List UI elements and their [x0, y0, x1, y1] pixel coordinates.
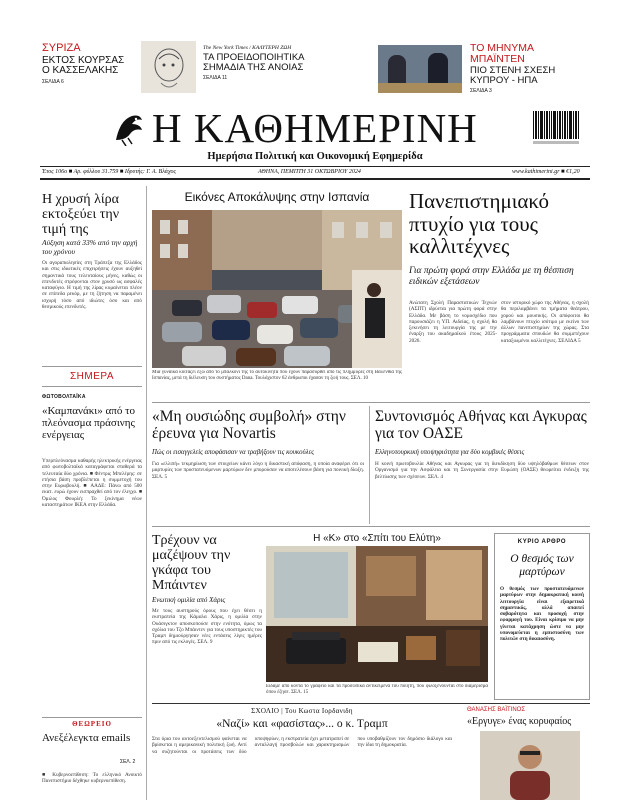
briefs-text: Υπερπλεόνασμα καθαρής ηλεκτρικής ενέργειας από φωτοβολταϊκά καταγράφεται σταθερά τα τελευταία δύο χρόνια. ■ Φέντρις Μπελέρης: σε ετήσια βάση προβλέπεται η συμμετοχή του στην Ευρωβουλή. ■ ΑΑΔΕ: Πάνω από 500 εκατ. ευρώ έχουν εισπραχθεί από τον έλεγχο. ■ Όμιλος Φουρλή: Το ξεκίνημα νέων καταστημάτων ΙΚΕΑ στην Ελλάδα. — [42, 458, 142, 509]
divider — [152, 703, 590, 704]
masthead-subtitle: Ημερήσια Πολιτική και Οικονομική Εφημερίδα — [207, 151, 423, 162]
page-ref: ΣΕΛ. 2 — [120, 759, 136, 765]
univ-headline[interactable]: Πανεπιστημιακό πτυχίο για τους καλλιτέχνες — [409, 189, 550, 259]
barcode — [531, 109, 581, 147]
vaitinos-kicker: ΘΑΝΑΣΗΣ ΒΑΪΤΙΝΟΣ — [467, 707, 526, 713]
teaser-biden-page: ΣΕΛΙΔΑ 3 — [470, 87, 492, 94]
masthead-info-right: www.kathimerini.gr ■ €1,20 — [512, 169, 580, 175]
spain-caption: Μια γυναίκα κοιτάζει έξω από το μπαλκόνι της το αυτοκίνητα που έχουν παρασυρθεί από τις πλημμύρες στη Βαλένθια της Ισπανίας, μετά τη διέλευση του συστήματος Dana. Τουλάχιστον 62 άνθρωποι έχασαν τη ζωή τους. ΣΕΛ. 10 — [152, 370, 402, 382]
masthead-title: Η ΚΑΘΗΜΕΡΙΝΗ — [152, 105, 478, 151]
teaser-nyt[interactable] — [203, 45, 323, 81]
teaser-nyt-sub: ΤΑ ΠΡΟΕΙΔΟΠΟΙΗΤΙΚΑ ΣΗΜΑΔΙΑ ΤΗΣ ΑΝΟΙΑΣ — [203, 52, 305, 73]
teaser-syriza-page: ΣΕΛΙΔΑ 6 — [42, 78, 64, 85]
biden-subhead: Ενωτική ομιλία από Χάρις — [152, 596, 226, 604]
masthead-rule-bottom — [40, 178, 590, 180]
spain-flood-photo — [152, 210, 402, 368]
comment-text: Στα όρια του αυτοεξευτελισμού φαίνεται να βρίσκεται η αμερικανική πολιτική ζωή. Αντί να συζητούνται οι προτάσεις των δύο υποψηφίων, η εκστρατεία έχει μετατραπεί σε ανταλλαγή προσβολών και χαρακτηρισμών που υποβαθμίζουν τον δημόσιο διάλογο και την ίδια τη δημοκρατία. — [152, 736, 452, 755]
divider — [152, 402, 590, 403]
teaser-nyt-kicker: The New York Times / ΚΑΛΥΤΕΡΗ ΖΩΗ — [203, 45, 292, 51]
editorial-kicker: ΚΥΡΙΟ ΑΡΘΡΟ — [517, 539, 567, 545]
column-rule — [146, 186, 147, 800]
novartis-headline[interactable]: «Μη ουσιώδης συμβολή» στην έρευνα για Novartis — [152, 408, 346, 443]
kampanaki-headline[interactable]: «Καμπανάκι» από το πλεόνασμα πράσινης ενέργειας — [42, 405, 135, 442]
biden-text: Με τους αυστηρούς όρους που έχει θέσει η εκστρατεία της Κάμαλα Χάρις, η ομιλία στην Ουάσιγκτον αποσκοπούσε στην ενότητα, όμως τα σχόλια του Τζο Μπάιντεν για τους υποστηρικτές του Τραμπ δημιούργησαν νέες εντάσεις λίγες ημέρες πριν από τις εκλογές. ΣΕΛ. 9 — [152, 608, 262, 646]
teaser-biden-photo — [378, 45, 462, 93]
univ-subhead: Για πρώτη φορά στην Ελλάδα με τη θέσπιση ειδικών εξετάσεων — [409, 266, 574, 288]
univ-text-2: στον ιστορικό χώρο της Αθήνας, η σχολή θα περιλαμβάνει τα τμήματα θεάτρου, χορού και μουσικής. Οι απόφοιτοι θα λαμβάνουν πτυχίο ισότιμο με εκείνο των άλλων πανεπιστημίων της χώρας. Στα προγράμματα σπουδών θα συμμετέχουν καταξιωμένοι καλλιτέχνες. ΣΕΛΙΔΑ 5 — [501, 300, 589, 344]
masthead-rule-top — [40, 166, 590, 167]
editorial-text: Ο θεσμός των προστατευόμενων μαρτύρων στην δημοκρατική κοινή λειτουργία είναι εξαιρετικά σημαντικός, αλλά απαιτεί σοβαρότητα και προσοχή στην εφαρμογή του. Είναι κρίσιμο να μην γίνεται κατάχρηση ώστε να μην υπονομεύεται η εμπιστοσύνη των πολιτών στη δικαιοσύνη. — [500, 586, 584, 643]
spain-header: Εικόνες Αποκάλυψης στην Ισπανία — [184, 190, 370, 204]
simera-label: ΣΗΜΕΡΑ — [69, 371, 114, 382]
oase-headline[interactable]: Συντονισμός Αθήνας και Αγκυρας για τον ΟΑΣΕ — [375, 408, 587, 443]
elytis-header: Η «Κ» στο «Σπίτι του Ελύτη» — [313, 533, 441, 544]
theorio-label: ΘΕΩΡΕΙΟ — [42, 717, 142, 728]
divider — [42, 366, 142, 367]
masthead-logo-icon — [112, 110, 146, 146]
anexelegkta-headline[interactable]: Ανεξέλεγκτα emails — [42, 732, 131, 744]
novartis-subhead: Πώς οι εισαγγελείς αποφάσισαν να τραβήξουν τις κουκούλες — [152, 449, 315, 456]
foto-label: ΦΩΤΟΒΟΛΤΑΪΚΑ — [42, 394, 86, 400]
oase-subhead: Ελληνοτουρκική υποψηφιότητα για δύο κομβικές θέσεις — [375, 449, 525, 456]
kyvern-text: ■ Κυβερνοεπίθεση: Το ελληνικό Ανοικτό Πανεπιστήμιο δέχθηκε κυβερνοεπίθεση. — [42, 772, 142, 785]
comment-bar: ΣΧΟΛΙΟ | Του Κωστα Ιορδανιδη — [251, 707, 353, 715]
vaitinos-photo — [480, 731, 580, 800]
lira-text: Οι αγοραπωλησίες στη Τράπεζα της Ελλάδος και στις ιδιωτικές επιχειρήσεις έχουν αυξηθεί σημαντικά τους τελευταίους μήνες, καθώς οι επενδυτές στρέφονται στον χρυσό ως ασφαλές καταφύγιο. Η τιμή της λίρας κυμαίνεται πλέον σε επίπεδα ρεκόρ, με τη ζήτηση να παραμένει ισχυρή τόσο από ιδιώτες όσο και από θεσμικούς επενδυτές. — [42, 260, 142, 311]
lira-subhead: Αύξηση κατά 33% από την αρχή του χρόνου — [42, 238, 138, 256]
teaser-biden-title: ΤΟ ΜΗΝΥΜΑ ΜΠΑΪΝΤΕΝ — [470, 42, 534, 66]
univ-text-1: Ανώτατη Σχολή Παραστατικών Τεχνών (ΑΣΠΤ) ιδρύεται για πρώτη φορά στην Ελλάδα. Με βάση το νομοσχέδιο που παρουσιάζει η ΥΠ. Αιδείας, η σχολή θα ξεκινήσει τη λειτουργία της με την έναρξη του ακαδημαϊκού έτους 2025-2026. — [409, 300, 497, 344]
divider — [42, 386, 142, 387]
oase-text: Η κοινή πρωτοβουλία Αθήνας και Αγκυρας για τη διεκδίκηση δύο υψηλόβαθμων θέσεων στον Οργανισμό για την Ασφάλεια και τη Συνεργασία στην Ευρώπη (ΟΑΣΕ) θεωρείται ένδειξη της βελτίωσης των σχέσεων. ΣΕΛ. 4 — [375, 461, 589, 480]
vaitinos-headline[interactable]: «Εργυγε» ένας κορυφαίος — [467, 716, 572, 727]
masthead-info-left: Έτος 106ο ■ Αρ. φύλλου 31.759 ■ Ιδρυτής: Γ. Α. Βλάχος — [42, 169, 176, 175]
teaser-sketch-illustration — [141, 41, 196, 93]
comment-headline[interactable]: «Ναζί» και «φασίστας»... ο κ. Τραμπ — [216, 718, 388, 730]
teaser-biden-sub: ΠΙΟ ΣΤΕΝΗ ΣΧΕΣΗ ΚΥΠΡΟΥ - ΗΠΑ — [470, 65, 556, 86]
elytis-photo — [266, 546, 488, 682]
lira-headline[interactable]: Η χρυσή λίρα εκτοξεύει την τιμή της — [42, 192, 120, 238]
biden-headline[interactable]: Τρέχουν να μαζέψουν την γκάφα του Μπάιντεν — [152, 533, 231, 594]
teaser-nyt-page: ΣΕΛΙΔΑ 11 — [203, 74, 228, 81]
teaser-syriza-title: ΣΥΡΙΖΑ — [42, 42, 81, 54]
masthead-date: ΑΘΗΝΑ, ΠΕΜΠΤΗ 31 ΟΚΤΩΒΡΙΟΥ 2024 — [258, 169, 361, 175]
editorial-headline[interactable]: Ο θεσμός των μαρτύρων — [510, 553, 574, 578]
elytis-caption: Είδαμε από κοντά το γραφείο και τα προσωπικά αντικείμενα του ποιητή, που φιλοξενούνται στο διαμέρισμα όπου έζησε. ΣΕΛ. 15 — [266, 684, 488, 696]
teaser-syriza[interactable] — [42, 43, 132, 85]
divider — [152, 526, 590, 527]
teaser-syriza-sub: ΕΚΤΟΣ ΚΟΥΡΣΑΣ Ο ΚΑΣΣΕΛΑΚΗΣ — [42, 54, 125, 77]
novartis-text: Για «ελλιπή» τεκμηρίωση των στοιχείων κάνει λόγο η δικαστική απόφαση, η οποία αναφέρει ότι οι μαρτυρίες των προστατευόμενων μαρτύρων δεν μπορούσαν να αποτελέσουν βάση για ποινική δίωξη. ΣΕΛ. 5 — [152, 461, 364, 480]
column-rule — [369, 406, 370, 524]
teaser-biden[interactable] — [470, 43, 590, 94]
